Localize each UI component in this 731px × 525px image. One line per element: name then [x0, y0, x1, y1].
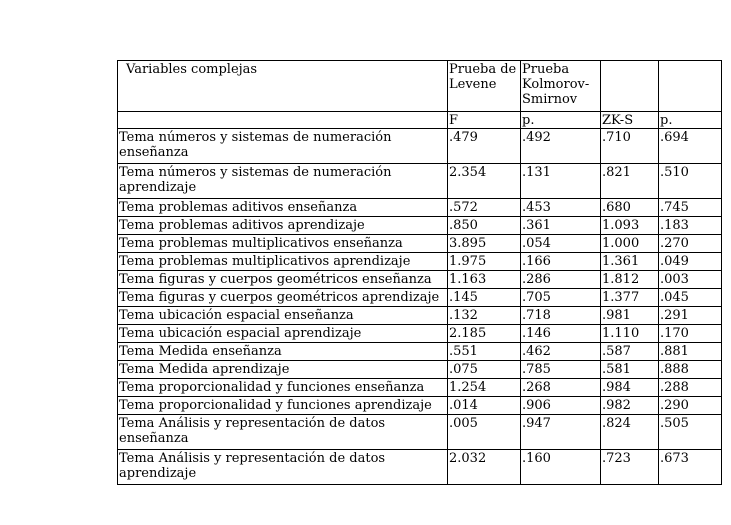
row-label: Tema números y sistemas de numeración aprendizaje — [118, 164, 448, 199]
row-zks-value: .581 — [601, 361, 659, 379]
row-p-levene-value: .705 — [521, 289, 601, 307]
row-f-value: .075 — [448, 361, 521, 379]
row-zks-value: .821 — [601, 164, 659, 199]
row-label: Tema ubicación espacial enseñanza — [118, 307, 448, 325]
row-zks-value: .680 — [601, 199, 659, 217]
row-p-levene-value: .361 — [521, 217, 601, 235]
row-f-value: 3.895 — [448, 235, 521, 253]
row-p-levene-value: .160 — [521, 450, 601, 485]
row-zks-value: .587 — [601, 343, 659, 361]
row-label: Tema ubicación espacial aprendizaje — [118, 325, 448, 343]
header-p-ks: p. — [659, 112, 722, 129]
row-p-levene-value: .054 — [521, 235, 601, 253]
row-p-ks-value: .049 — [659, 253, 722, 271]
row-label: Tema Medida enseñanza — [118, 343, 448, 361]
row-f-value: .145 — [448, 289, 521, 307]
row-f-value: 2.032 — [448, 450, 521, 485]
row-zks-value: .710 — [601, 129, 659, 164]
row-f-value: 1.975 — [448, 253, 521, 271]
row-zks-value: .981 — [601, 307, 659, 325]
header-f: F — [448, 112, 521, 129]
row-label: Tema problemas aditivos aprendizaje — [118, 217, 448, 235]
row-f-value: 2.185 — [448, 325, 521, 343]
row-label: Tema proporcionalidad y funciones enseñanza — [118, 379, 448, 397]
table-row — [118, 217, 722, 235]
row-p-ks-value: .673 — [659, 450, 722, 485]
row-zks-value: .723 — [601, 450, 659, 485]
header-levene: Prueba de Levene — [448, 61, 521, 112]
row-p-ks-value: .003 — [659, 271, 722, 289]
row-p-ks-value: .505 — [659, 415, 722, 450]
row-label: Tema Análisis y representación de datos enseñanza — [118, 415, 448, 450]
row-p-levene-value: .906 — [521, 397, 601, 415]
row-label: Tema problemas multiplicativos aprendizaje — [118, 253, 448, 271]
row-p-levene-value: .268 — [521, 379, 601, 397]
row-p-ks-value: .045 — [659, 289, 722, 307]
row-f-value: .551 — [448, 343, 521, 361]
header-empty-p — [659, 61, 722, 112]
row-p-levene-value: .462 — [521, 343, 601, 361]
row-zks-value: 1.361 — [601, 253, 659, 271]
row-p-levene-value: .718 — [521, 307, 601, 325]
table-row — [118, 289, 722, 307]
table-row — [118, 129, 722, 164]
row-zks-value: 1.093 — [601, 217, 659, 235]
row-p-ks-value: .288 — [659, 379, 722, 397]
table-row — [118, 379, 722, 397]
row-zks-value: 1.110 — [601, 325, 659, 343]
row-label: Tema figuras y cuerpos geométricos enseñanza — [118, 271, 448, 289]
header-empty-var — [118, 112, 448, 129]
table-row — [118, 253, 722, 271]
header-row-sub — [118, 112, 722, 129]
row-f-value: .014 — [448, 397, 521, 415]
row-zks-value: 1.000 — [601, 235, 659, 253]
row-f-value: .850 — [448, 217, 521, 235]
header-variables: Variables complejas — [118, 61, 448, 112]
row-p-levene-value: .785 — [521, 361, 601, 379]
row-f-value: .479 — [448, 129, 521, 164]
row-p-ks-value: .694 — [659, 129, 722, 164]
row-label: Tema proporcionalidad y funciones aprendizaje — [118, 397, 448, 415]
row-p-ks-value: .881 — [659, 343, 722, 361]
table-row — [118, 307, 722, 325]
row-p-levene-value: .947 — [521, 415, 601, 450]
row-p-ks-value: .510 — [659, 164, 722, 199]
table-row — [118, 199, 722, 217]
table-row — [118, 415, 722, 450]
row-p-ks-value: .290 — [659, 397, 722, 415]
row-p-ks-value: .291 — [659, 307, 722, 325]
row-f-value: .005 — [448, 415, 521, 450]
row-f-value: 1.163 — [448, 271, 521, 289]
row-f-value: .572 — [448, 199, 521, 217]
row-p-levene-value: .453 — [521, 199, 601, 217]
row-zks-value: 1.377 — [601, 289, 659, 307]
header-row-main — [118, 61, 722, 112]
row-label: Tema Medida aprendizaje — [118, 361, 448, 379]
row-p-levene-value: .286 — [521, 271, 601, 289]
row-p-levene-value: .131 — [521, 164, 601, 199]
header-ks: Prueba Kolmorov-Smirnov — [521, 61, 601, 112]
row-label: Tema Análisis y representación de datos aprendizaje — [118, 450, 448, 485]
row-zks-value: .824 — [601, 415, 659, 450]
statistics-table — [117, 60, 722, 485]
row-label: Tema problemas aditivos enseñanza — [118, 199, 448, 217]
header-p-levene: p. — [521, 112, 601, 129]
table-row — [118, 325, 722, 343]
row-p-ks-value: .183 — [659, 217, 722, 235]
row-zks-value: .984 — [601, 379, 659, 397]
table-row — [118, 397, 722, 415]
row-p-levene-value: .146 — [521, 325, 601, 343]
row-zks-value: .982 — [601, 397, 659, 415]
table-row — [118, 271, 722, 289]
row-p-ks-value: .745 — [659, 199, 722, 217]
row-label: Tema figuras y cuerpos geométricos aprendizaje — [118, 289, 448, 307]
row-p-ks-value: .270 — [659, 235, 722, 253]
row-label: Tema números y sistemas de numeración enseñanza — [118, 129, 448, 164]
table-row — [118, 164, 722, 199]
row-p-levene-value: .492 — [521, 129, 601, 164]
header-empty-zks — [601, 61, 659, 112]
row-p-ks-value: .170 — [659, 325, 722, 343]
table-row — [118, 343, 722, 361]
row-zks-value: 1.812 — [601, 271, 659, 289]
row-f-value: 1.254 — [448, 379, 521, 397]
table-row — [118, 450, 722, 485]
header-zks: ZK-S — [601, 112, 659, 129]
table-row — [118, 235, 722, 253]
table-row — [118, 361, 722, 379]
row-p-ks-value: .888 — [659, 361, 722, 379]
row-f-value: .132 — [448, 307, 521, 325]
row-f-value: 2.354 — [448, 164, 521, 199]
row-p-levene-value: .166 — [521, 253, 601, 271]
row-label: Tema problemas multiplicativos enseñanza — [118, 235, 448, 253]
